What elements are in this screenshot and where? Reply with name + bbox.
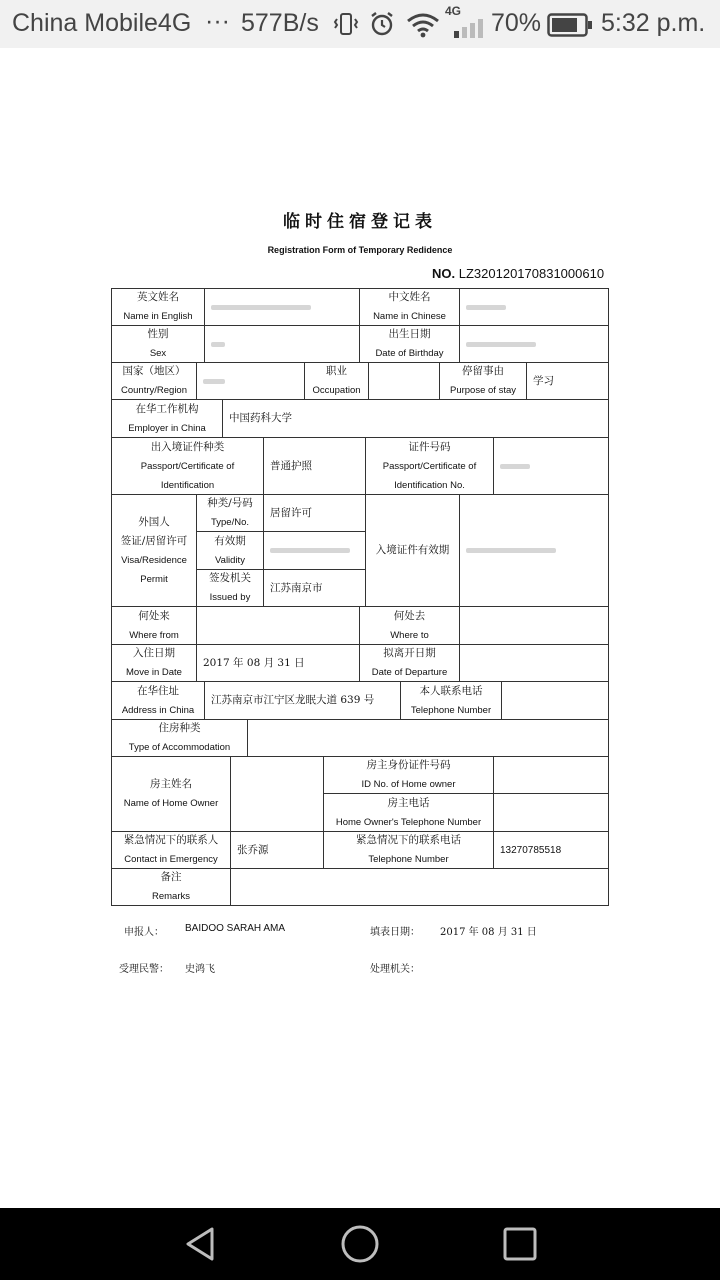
officer-label: 受理民警： [119,964,169,975]
sex-value [204,325,360,363]
emergency-phone-label [323,831,494,869]
address-label [111,681,205,720]
passport-no-label-zh: 证件号码 [408,440,451,453]
move-in-label-zh: 入住日期 [133,647,175,659]
departure-label [359,644,460,682]
name-en-label [111,288,205,326]
applicant-label: 申报人： [124,927,164,938]
type-label [196,494,264,532]
name-zh-label [359,288,460,326]
accommodation-value [247,719,609,757]
remarks-label-en: Remarks [151,891,190,902]
type-label-en: Type/No. [210,517,250,528]
passport-type-value: 普通护照 [263,437,366,495]
where-to-label-zh: 何处去 [393,609,426,622]
where-from-label [111,606,197,645]
recents-icon[interactable] [502,1226,538,1262]
phone-value [501,681,609,720]
entry-validity-label-zh: 入境证件有效期 [375,544,450,556]
visa-label-zh2: 签证/居留许可 [120,534,188,547]
remarks-label-zh: 备注 [160,871,182,883]
issued-label-zh: 签发机关 [209,572,251,584]
emergency-value: 张乔源 [230,831,324,869]
address-label-zh: 在华住址 [137,684,179,697]
redacted-sex [211,342,225,347]
form-number [432,266,604,281]
navigation-bar [0,1208,720,1280]
country-value [196,362,305,400]
dob-label-en: Date of Birthday [375,348,444,359]
carrier-label: China Mobile4G [12,9,192,37]
officer-value: 史鸿飞 [185,964,215,975]
sex-label-en: Sex [149,348,167,359]
form-number-label: NO. [432,266,456,281]
type-label-zh: 种类/号码 [207,497,253,509]
entry-validity-label [365,494,460,607]
country-label-zh: 国家（地区） [122,365,186,377]
visa-label [111,494,197,607]
remarks-value [230,868,609,906]
battery-icon [547,13,593,37]
owner-id-value [493,756,609,794]
form-title: 临时住宿登记表 [283,212,437,232]
applicant-value: BAIDOO SARAH AMA [185,923,286,934]
name-en-label-zh: 英文姓名 [137,291,179,303]
phone-label-zh: 本人联系电话 [419,684,483,697]
fill-date-value: 2017 年 08 月 31 日 [440,927,537,938]
departure-label-en: Date of Departure [371,667,448,678]
redacted-name [211,305,311,310]
country-label [111,362,197,400]
sex-label-zh: 性别 [147,328,169,340]
where-to-label [359,606,460,645]
validity-label [196,531,264,570]
validity-value [263,531,366,570]
network-speed: 577B/s [241,9,319,37]
passport-type-label [111,437,264,495]
name-en-value [204,288,360,326]
departure-label-zh: 拟离开日期 [383,647,436,659]
purpose-label-zh: 停留事由 [462,365,504,377]
occupation-label [304,362,369,400]
vibrate-icon [333,11,359,37]
redacted-passport-no [500,464,530,469]
clock: 5:32 p.m. [601,9,706,37]
redacted-entry-validity [466,548,556,553]
dob-label [359,325,460,363]
entry-validity-value [459,494,609,607]
address-label-en: Address in China [121,704,195,716]
where-to-label-en: Where to [390,629,429,641]
employer-label-en: Employer in China [128,422,206,434]
issued-label [196,569,264,607]
visa-label-en: Visa/Residence Permit [121,554,187,585]
owner-phone-value [493,793,609,832]
redacted-dob [466,342,536,347]
purpose-value: 学习 [526,362,609,400]
emergency-label [111,831,231,869]
where-from-label-zh: 何处来 [138,609,170,622]
visa-label-zh1: 外国人 [138,515,170,528]
phone-label-en: Telephone Number [410,704,492,716]
form-subtitle: Registration Form of Temporary Redidence [267,245,453,255]
name-en-label-en: Name in English [123,311,193,322]
redacted-validity [270,548,350,553]
passport-type-label-zh: 出入境证件种类 [150,440,225,453]
network-type: 4G [445,4,462,18]
passport-no-label-en: Passport/Certificate of Identification No. [382,460,477,491]
occupation-value [368,362,440,400]
name-zh-label-zh: 中文姓名 [388,291,431,303]
fill-date-label: 填表日期： [370,927,420,938]
emergency-phone-label-en: Telephone Number [368,854,449,865]
authority-label: 处理机关： [370,964,420,975]
form-number-value: LZ320120170831000610 [458,266,605,281]
occupation-label-en: Occupation [312,385,361,396]
type-value: 居留许可 [263,494,366,532]
issued-value: 江苏南京市 [263,569,366,607]
address-value: 江苏南京市江宁区龙眠大道 639 号 [204,681,401,720]
where-from-value [196,606,360,645]
accommodation-label [111,719,248,757]
accommodation-label-zh: 住房种类 [158,722,201,734]
dob-label-zh: 出生日期 [388,328,431,340]
issued-label-en: Issued by [209,592,251,603]
accommodation-label-en: Type of Accommodation [128,742,231,753]
owner-name-label-zh: 房主姓名 [150,778,192,790]
owner-phone-label-zh: 房主电话 [387,796,430,809]
name-zh-label-en: Name in Chinese [373,311,446,322]
move-in-label [111,644,197,682]
passport-no-value [493,437,609,495]
departure-value [459,644,609,682]
home-icon[interactable] [340,1224,380,1264]
phone-label [400,681,502,720]
move-in-value: 2017 年 08 月 31 日 [196,644,360,682]
owner-name-label [111,756,231,832]
name-zh-value [459,288,609,326]
employer-value: 中国药科大学 [222,399,609,438]
sex-label [111,325,205,363]
validity-label-en: Validity [215,554,245,566]
occupation-label-zh: 职业 [326,365,347,377]
wifi-icon [406,12,440,38]
owner-id-label [323,756,494,794]
passport-type-label-en: Passport/Certificate of Identification [140,460,235,491]
redacted-country [203,379,225,384]
owner-phone-label [323,793,494,832]
owner-name-label-en: Name of Home Owner [123,798,219,809]
owner-id-label-zh: 房主身份证件号码 [366,759,451,771]
owner-name-value [230,756,324,832]
employer-label-zh: 在华工作机构 [135,402,199,415]
purpose-label-en: Purpose of stay [449,385,516,396]
where-from-label-en: Where from [129,629,179,641]
battery-percent: 70% [491,9,542,37]
emergency-label-zh: 紧急情况下的联系人 [123,834,219,846]
emergency-label-en: Contact in Emergency [124,854,218,865]
validity-label-zh: 有效期 [214,534,246,547]
move-in-label-en: Move in Date [126,667,182,678]
signal-icon [452,18,486,38]
dob-value [459,325,609,363]
owner-id-label-en: ID No. of Home owner [361,779,456,790]
emergency-phone-label-zh: 紧急情况下的联系电话 [356,834,461,846]
passport-no-label [365,437,494,495]
purpose-label [439,362,527,400]
more-dots: ··· [205,7,230,35]
redacted-zh-name [466,305,506,310]
where-to-value [459,606,609,645]
alarm-icon [368,10,396,38]
owner-phone-label-en: Home Owner's Telephone Number [335,816,482,828]
remarks-label [111,868,231,906]
country-label-en: Country/Region [120,385,187,396]
back-icon[interactable] [182,1225,220,1263]
employer-label [111,399,223,438]
emergency-phone-value: 13270785518 [493,831,609,869]
status-bar [0,0,720,48]
